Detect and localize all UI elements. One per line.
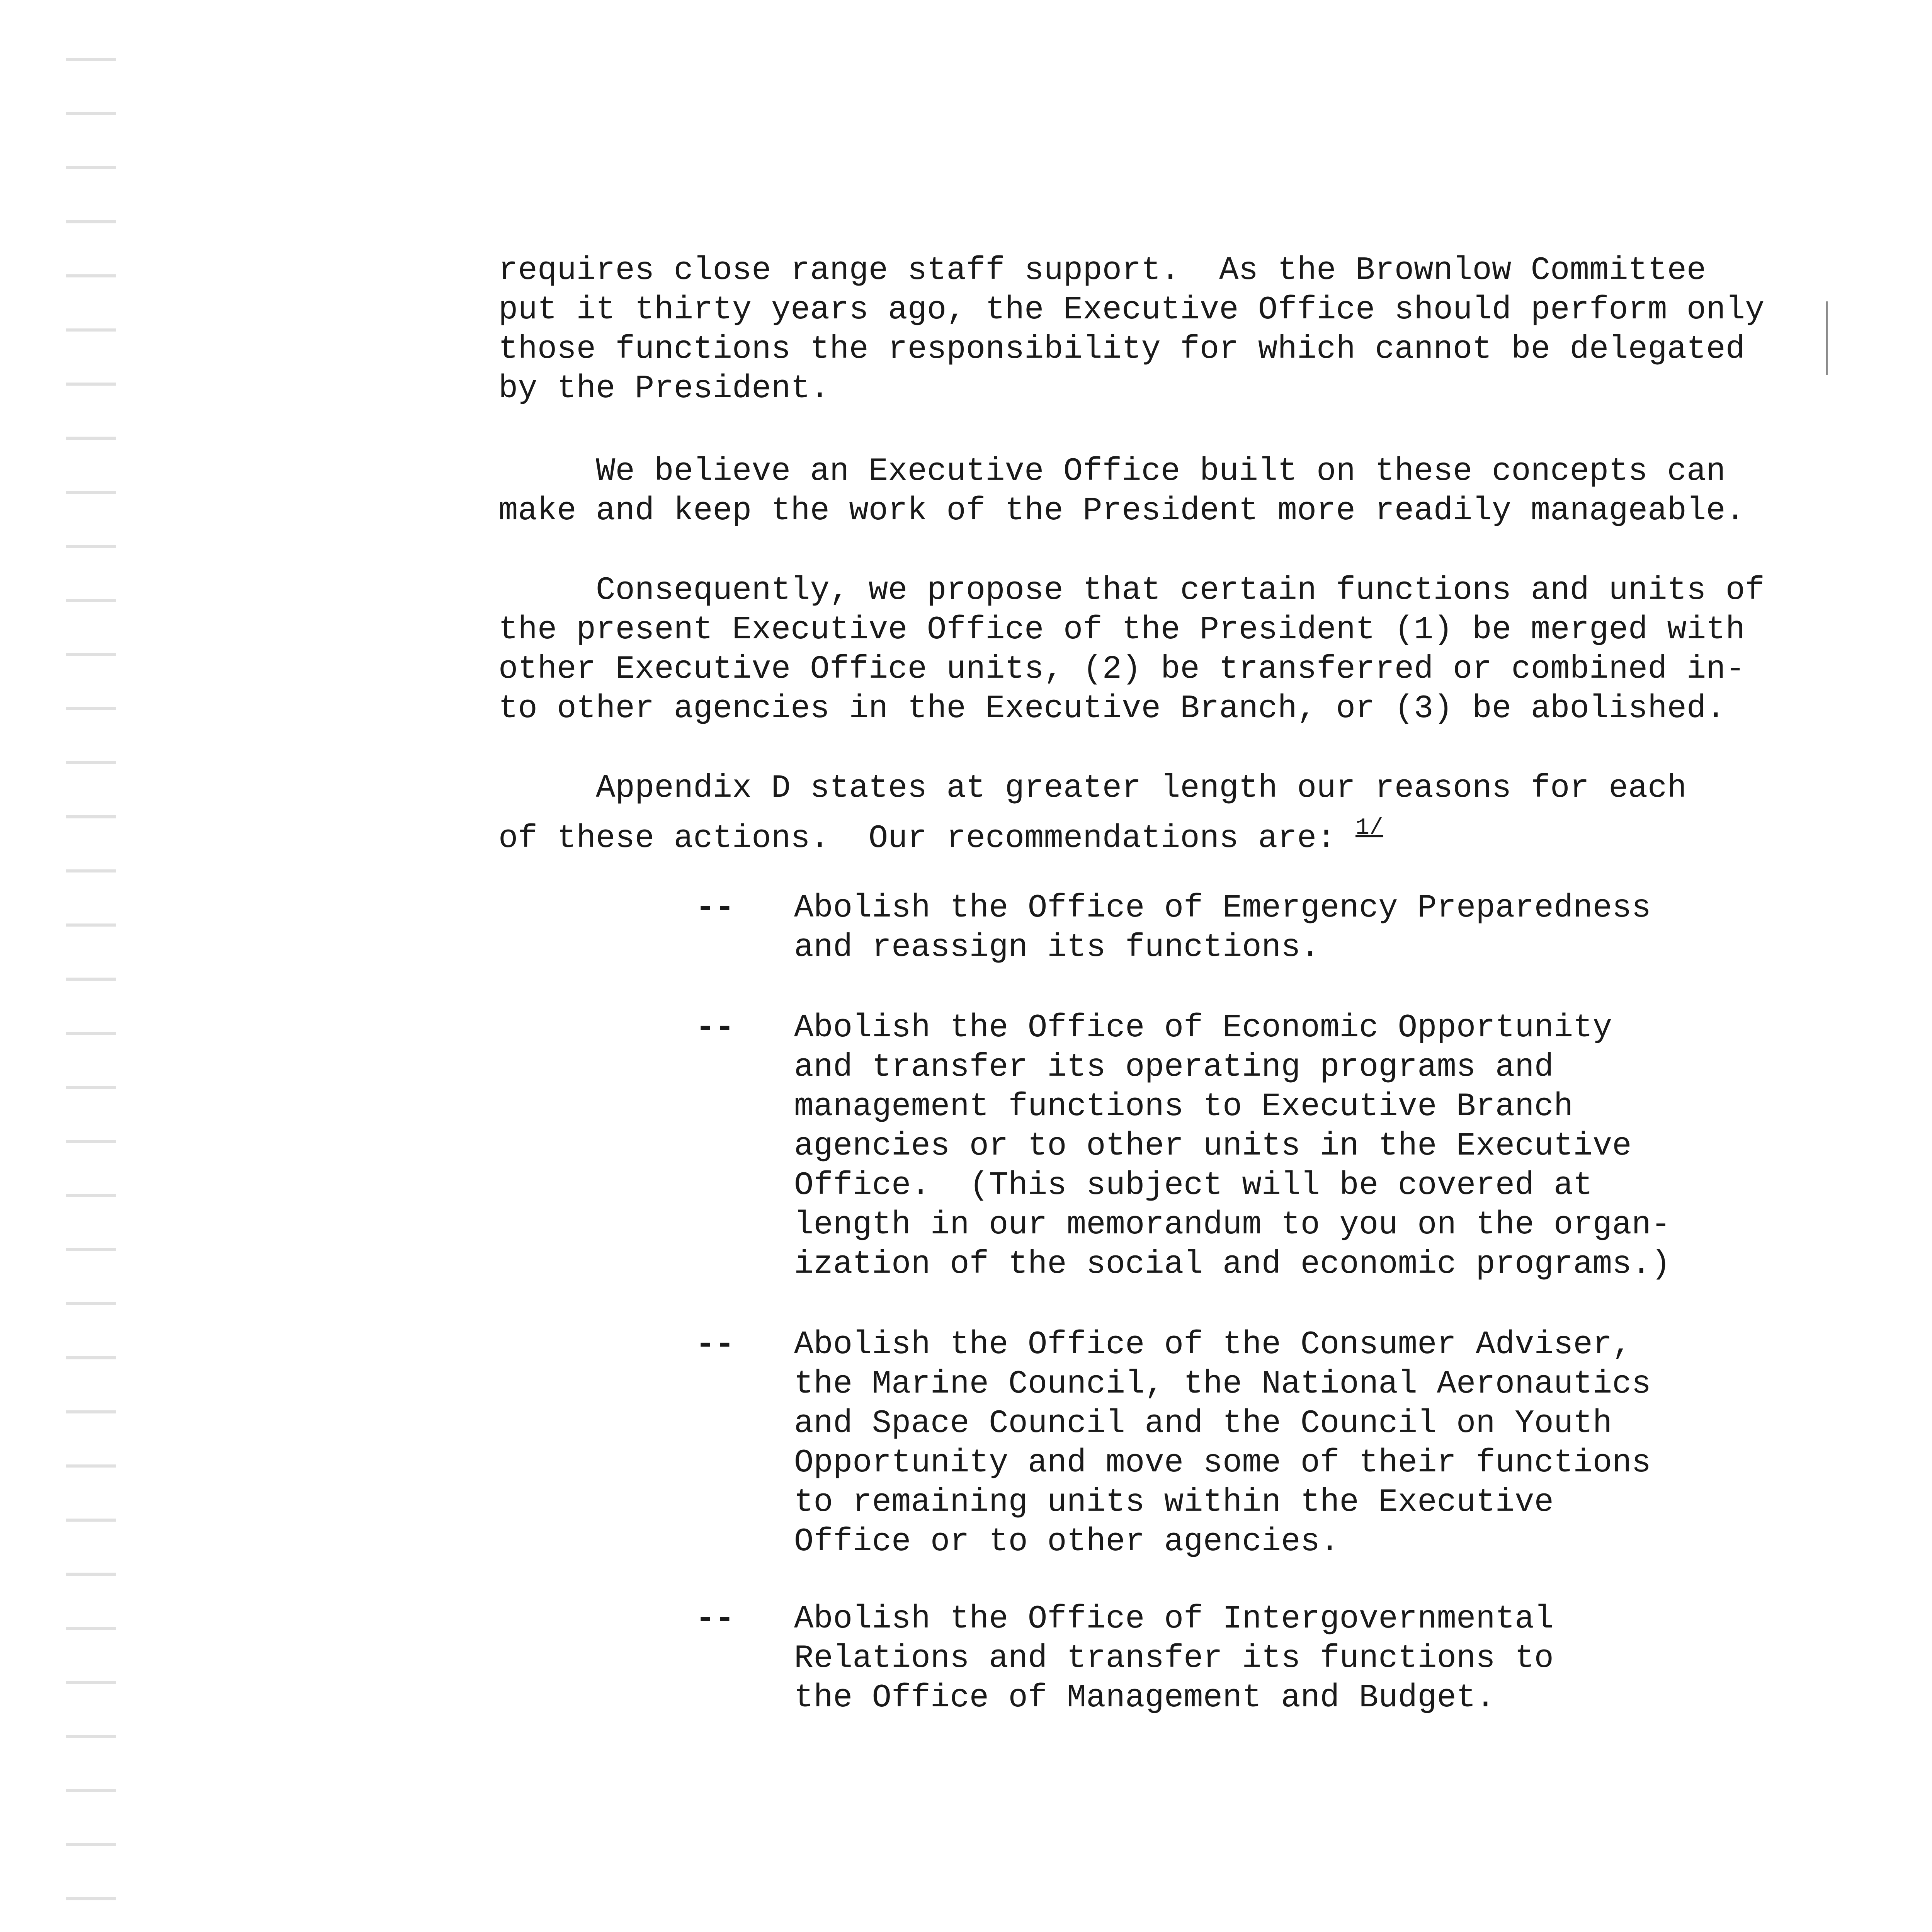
paragraph-2: We believe an Executive Office built on these concepts can make and keep the work of the President more readily manageable.: [498, 453, 1745, 529]
recommendation-1: Abolish the Office of Emergency Preparedness and reassign its functions.: [794, 890, 1651, 966]
paragraph-1: requires close range staff support. As the Brownlow Committee put it thirty years ago, the Executive Office should perform only those functions the responsibility for which cannot be delegated by the President.: [498, 252, 1765, 407]
margin-mark: [1826, 301, 1828, 375]
recommendation-2: Abolish the Office of Economic Opportunity and transfer its operating programs and management functions to Executive Branch agencies or to other units in the Executive Office. (This subject will be covered at length in our memorandum to you on the organ- ization of the social and economic programs.): [794, 1010, 1671, 1283]
recommendation-3: Abolish the Office of the Consumer Adviser, the Marine Council, the National Aeronautics and Space Council and the Council on Youth Opportunity and move some of their functions to remaining units within the Executive Office or to other agencies.: [794, 1327, 1651, 1560]
scan-margin-specks: [66, 58, 116, 1932]
bullet-dash: --: [696, 890, 735, 927]
recommendation-4: Abolish the Office of Intergovernmental Relations and transfer its functions to the Office of Management and Budget.: [794, 1601, 1554, 1716]
footnote-reference: 1/: [1355, 815, 1383, 841]
paragraph-3: Consequently, we propose that certain functions and units of the present Executive Office of the President (1) be merged with other Executive Office units, (2) be transferred or combined in- to other agencies in the Executive Branch, or (3) be abolished.: [498, 572, 1765, 727]
paragraph-4: [498, 769, 1687, 859]
bullet-dash: --: [696, 1327, 735, 1363]
bullet-dash: --: [696, 1601, 735, 1638]
bullet-dash: --: [696, 1010, 735, 1046]
paragraph-4-text: Appendix D states at greater length our reasons for each of these actions. Our recommendations are:: [498, 770, 1687, 857]
